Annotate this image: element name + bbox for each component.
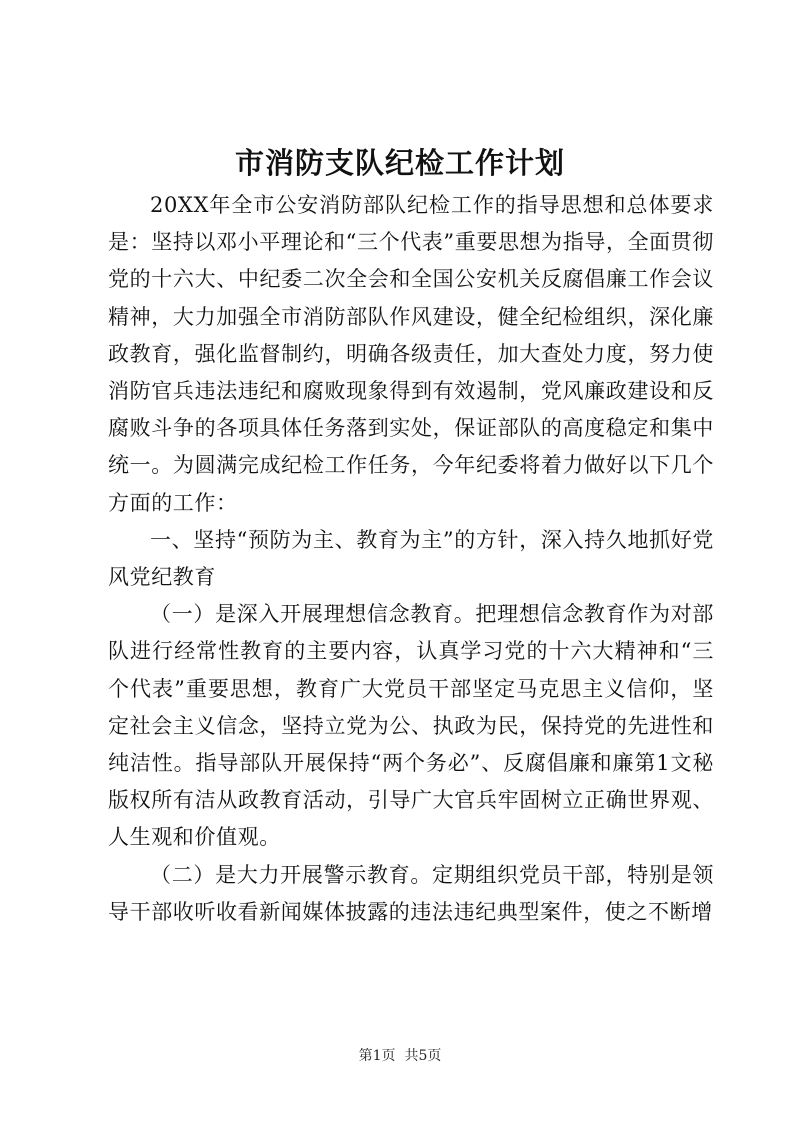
page-footer [0, 1046, 800, 1066]
document-body [108, 187, 714, 931]
page-number: 第1页 共5页 [358, 1048, 442, 1064]
paragraph-item-2: （二）是大力开展警示教育。定期组织党员干部，特别是领导干部收听收看新闻媒体披露的违法违纪典型案件，使之不断增 [108, 862, 714, 924]
paragraph-intro: 20XX年全市公安消防部队纪检工作的指导思想和总体要求是：坚持以邓小平理论和“三个代表”重要思想为指导，全面贯彻党的十六大、中纪委二次全会和全国公安机关反腐倡廉工作会议精神，大力加强全市消防部队作风建设，健全纪检组织，深化廉政教育，强化监督制约，明确各级责任，加大查处力度，努力使消防官兵违法违纪和腐败现象得到有效遏制，党风廉政建设和反腐败斗争的各项具体任务落到实处，保证部队的高度稳定和集中统一。为圆满完成纪检工作任务，今年纪委将着力做好以下几个方面的工作： [108, 193, 714, 515]
document-title: 市消防支队纪检工作计划 [234, 146, 565, 180]
paragraph-item-1: （一）是深入开展理想信念教育。把理想信念教育作为对部队进行经常性教育的主要内容，认真学习党的十六大精神和“三个代表”重要思想，教育广大党员干部坚定马克思主义信仰，坚定社会主义信念，坚持立党为公、执政为民，保持党的先进性和纯洁性。指导部队开展保持“两个务必”、反腐倡廉和廉第1文秘版权所有洁从政教育活动，引导广大官兵牢固树立正确世界观、人生观和价值观。 [108, 602, 714, 850]
paragraph-section-heading: 一、坚持“预防为主、教育为主”的方针，深入持久地抓好党风党纪教育 [108, 527, 714, 590]
